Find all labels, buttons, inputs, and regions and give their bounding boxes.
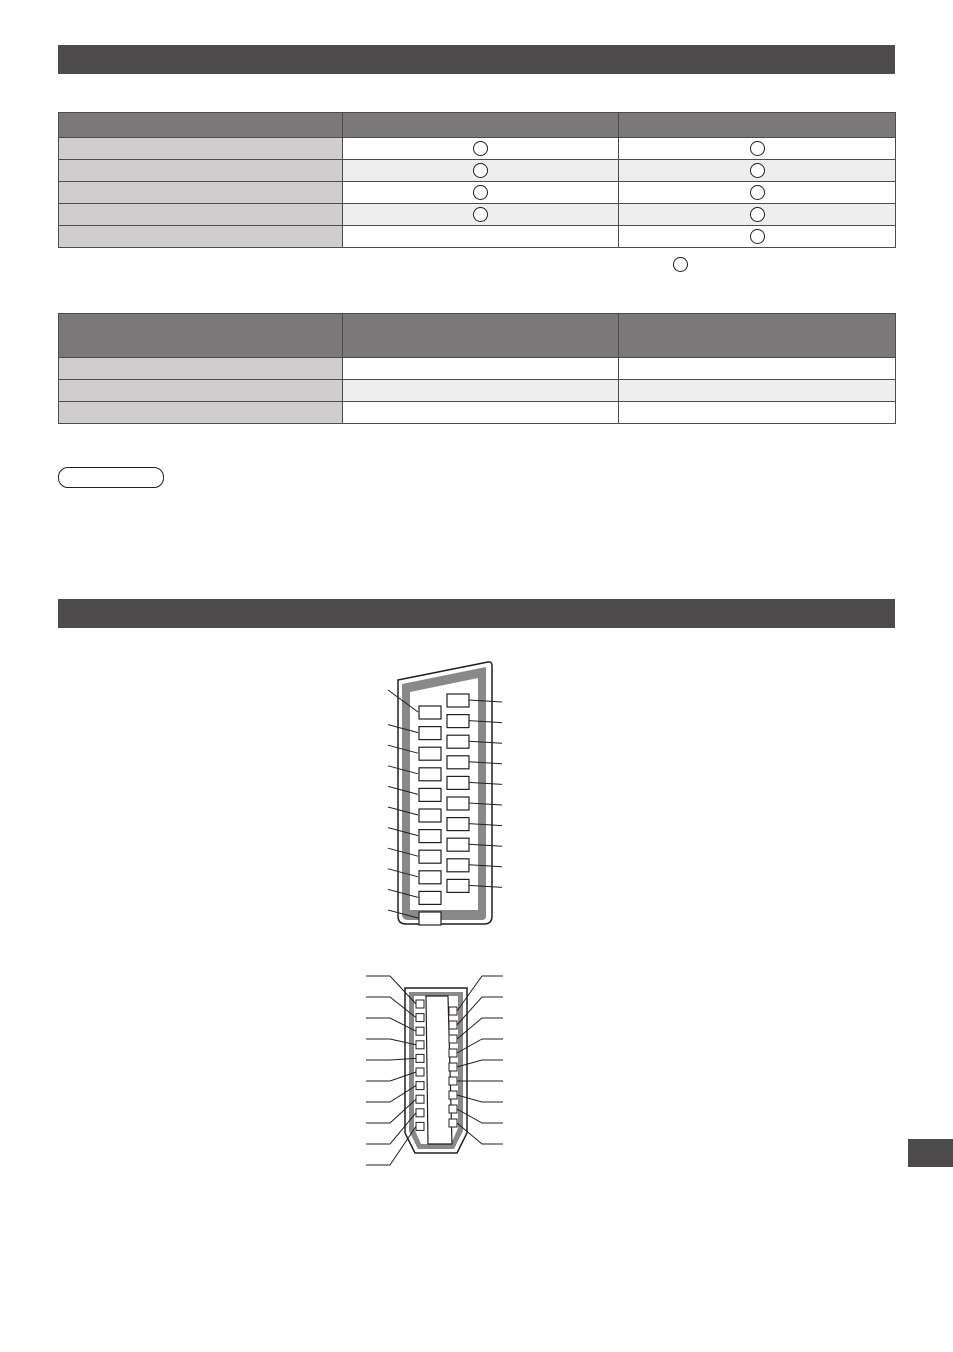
hdmi-pin bbox=[416, 1054, 424, 1062]
table-header-row bbox=[59, 113, 896, 138]
scart-pin bbox=[447, 879, 469, 892]
circle-mark-icon bbox=[750, 185, 765, 200]
value-cell bbox=[343, 358, 619, 380]
table-row bbox=[59, 380, 896, 402]
scart-pin bbox=[419, 747, 441, 760]
value-cell bbox=[343, 380, 619, 402]
scart-pin bbox=[447, 838, 469, 851]
value-cell bbox=[619, 402, 896, 424]
row-label bbox=[59, 160, 343, 182]
value-cell bbox=[619, 380, 896, 402]
value-cell bbox=[343, 204, 619, 226]
table-row bbox=[59, 160, 896, 182]
scart-pin bbox=[447, 818, 469, 831]
value-cell bbox=[343, 138, 619, 160]
table-header-cell bbox=[343, 113, 619, 138]
table-row bbox=[59, 138, 896, 160]
circle-mark-icon bbox=[473, 141, 488, 156]
table-header-cell bbox=[343, 314, 619, 358]
scart-pin bbox=[447, 797, 469, 810]
value-cell bbox=[343, 182, 619, 204]
circle-mark-icon bbox=[473, 163, 488, 178]
scart-pin bbox=[419, 788, 441, 801]
scart-pin bbox=[447, 776, 469, 789]
scart-pin bbox=[447, 859, 469, 872]
scart-pin bbox=[419, 809, 441, 822]
table-header-cell bbox=[59, 314, 343, 358]
value-cell bbox=[343, 402, 619, 424]
row-label bbox=[59, 358, 343, 380]
hdmi-pin bbox=[449, 1091, 457, 1099]
circle-mark-icon bbox=[473, 185, 488, 200]
scart-pin bbox=[419, 850, 441, 863]
circle-mark-icon bbox=[750, 229, 765, 244]
hdmi-pin bbox=[449, 1077, 457, 1085]
row-label bbox=[59, 226, 343, 248]
hdmi-pin bbox=[416, 1000, 424, 1008]
table-row bbox=[59, 226, 896, 248]
scart-pin bbox=[447, 735, 469, 748]
hdmi-pin bbox=[449, 1021, 457, 1029]
value-cell bbox=[619, 204, 896, 226]
hdmi-pin bbox=[416, 1109, 424, 1117]
circle-mark-icon bbox=[750, 163, 765, 178]
hdmi-pin bbox=[416, 1095, 424, 1103]
note-badge bbox=[58, 467, 164, 488]
signal-support-table bbox=[58, 112, 896, 248]
section-header-bar bbox=[58, 45, 895, 74]
circle-mark-icon bbox=[473, 207, 488, 222]
table-header-row bbox=[59, 314, 896, 358]
row-label bbox=[59, 182, 343, 204]
hdmi-pin bbox=[449, 1049, 457, 1057]
row-label bbox=[59, 204, 343, 226]
value-cell bbox=[343, 160, 619, 182]
table-row bbox=[59, 358, 896, 380]
table-header-cell bbox=[619, 314, 896, 358]
row-label bbox=[59, 380, 343, 402]
table-header-cell bbox=[59, 113, 343, 138]
hdmi-pin bbox=[416, 1082, 424, 1090]
hdmi-pin bbox=[416, 1122, 424, 1130]
table-row bbox=[59, 182, 896, 204]
circle-mark-icon bbox=[750, 141, 765, 156]
value-cell bbox=[619, 160, 896, 182]
hdmi-pin bbox=[416, 1068, 424, 1076]
table-row bbox=[59, 402, 896, 424]
scart-pin bbox=[419, 871, 441, 884]
row-label bbox=[59, 138, 343, 160]
circle-mark-icon bbox=[750, 207, 765, 222]
scart-pin bbox=[447, 756, 469, 769]
format-table bbox=[58, 313, 896, 424]
scart-connector-icon bbox=[380, 658, 505, 928]
section-header-bar bbox=[58, 599, 895, 628]
hdmi-pin bbox=[449, 1007, 457, 1015]
scart-pin bbox=[419, 830, 441, 843]
hdmi-pin bbox=[416, 1041, 424, 1049]
scart-pin bbox=[447, 715, 469, 728]
table-header-cell bbox=[619, 113, 896, 138]
hdmi-pin bbox=[449, 1119, 457, 1127]
hdmi-pin bbox=[449, 1063, 457, 1071]
footnote-circle-mark-icon bbox=[673, 257, 688, 272]
hdmi-pin bbox=[449, 1105, 457, 1113]
scart-pin bbox=[419, 912, 441, 925]
value-cell bbox=[619, 182, 896, 204]
hdmi-pin bbox=[416, 1014, 424, 1022]
scart-pin bbox=[419, 727, 441, 740]
scart-pin bbox=[419, 768, 441, 781]
page-number-tab bbox=[908, 1139, 953, 1167]
scart-pin bbox=[447, 694, 469, 707]
row-label bbox=[59, 402, 343, 424]
value-cell bbox=[343, 226, 619, 248]
scart-pin bbox=[419, 891, 441, 904]
hdmi-pin bbox=[416, 1027, 424, 1035]
hdmi-connector-icon bbox=[362, 968, 507, 1168]
value-cell bbox=[619, 138, 896, 160]
scart-pin bbox=[419, 706, 441, 719]
value-cell bbox=[619, 226, 896, 248]
table-row bbox=[59, 204, 896, 226]
value-cell bbox=[619, 358, 896, 380]
hdmi-pin bbox=[449, 1035, 457, 1043]
